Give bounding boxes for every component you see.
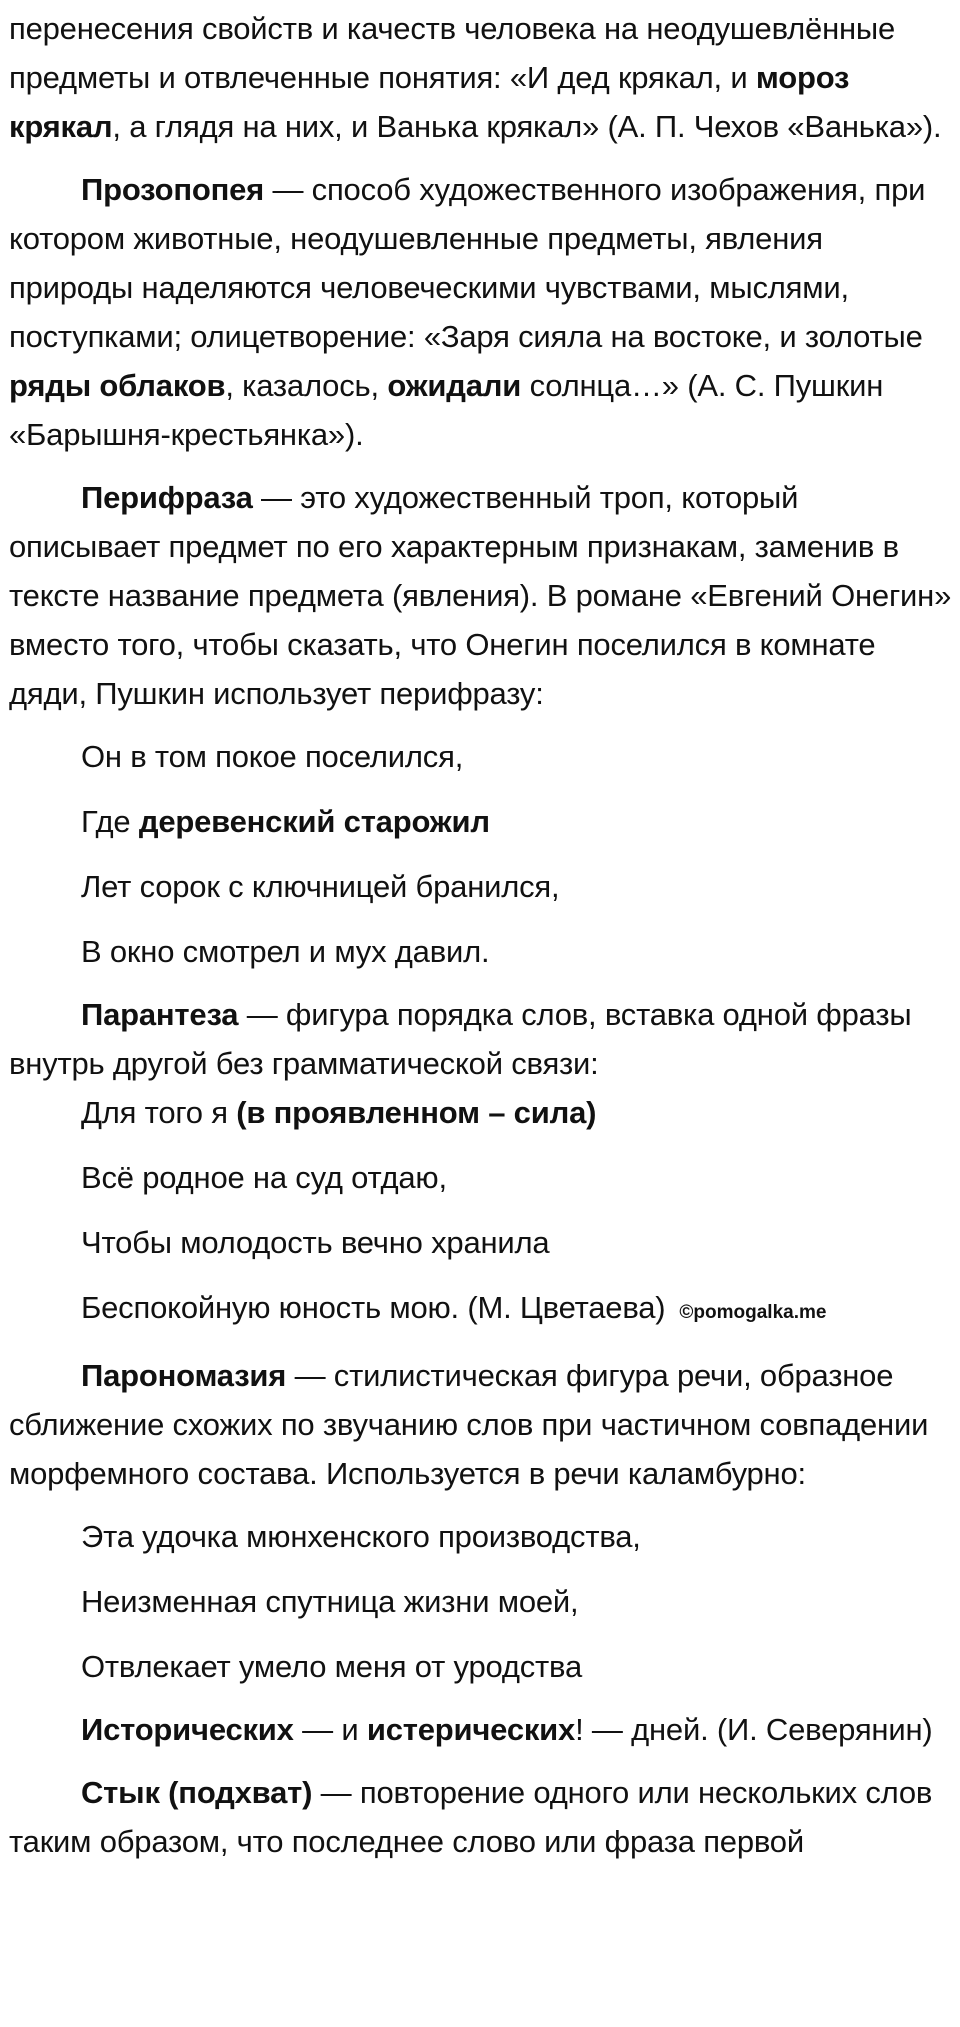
paronomasia-last-text-2: ! — дней. (И. Северянин) [575, 1712, 933, 1747]
parenthesis-paragraph [9, 990, 954, 1088]
parenthesis-verse-1-pre: Для того я [81, 1095, 237, 1130]
paronomasia-last-text-1: — и [293, 1712, 367, 1747]
periphrasis-verse-2-pre: Где [81, 804, 139, 839]
paronomasia-term: Парономазия [81, 1358, 287, 1393]
periphrasis-verse-2 [9, 797, 954, 846]
periphrasis-verse-4: В окно смотрел и мух давил. [81, 934, 490, 969]
paronomasia-last-line [9, 1705, 954, 1754]
parenthesis-verse-3: Чтобы молодость вечно хранила [81, 1225, 550, 1260]
prosopopeia-bold-1: ряды облаков [9, 368, 226, 403]
periphrasis-verse-3: Лет сорок с ключницей бранился, [81, 869, 560, 904]
prosopopeia-text-2: , казалось, [225, 368, 388, 403]
anadiplosis-paragraph [9, 1768, 954, 1866]
intro-text-2: , а глядя на них, и Ванька крякал» (А. П. Чехов «Ванька»). [112, 109, 942, 144]
parenthesis-verse-4-text: Беспокойную юность мою. (М. Цветаева) [81, 1290, 666, 1325]
prosopopeia-term: Прозопопея [81, 172, 265, 207]
prosopopeia-text-3: солнца…» (А. С. Пушкин «Барышня-крестьянка»). [9, 368, 884, 452]
periphrasis-paragraph [9, 473, 954, 718]
periphrasis-verse-1: Он в том покое поселился, [81, 739, 464, 774]
intro-text-1: перенесения свойств и качеств человека на неодушевлённые предметы и отвлеченные понятия: «И дед крякал, и [9, 11, 896, 95]
document-page [9, 0, 954, 1866]
paronomasia-verse-3: Отвлекает умело меня от уродства [81, 1649, 583, 1684]
prosopopeia-bold-2: ожидали [387, 368, 522, 403]
anadiplosis-term: Стык (подхват) [81, 1775, 313, 1810]
prosopopeia-paragraph [9, 165, 954, 459]
prosopopeia-text-1: — способ художественного изображения, при котором животные, неодушевленные предметы, явления природы наделяются человеческими чувствами, мыслями, поступками; олицетворение: «Заря сияла на востоке, и золотые [9, 172, 926, 354]
parenthesis-verse-1 [9, 1088, 954, 1137]
intro-bold-1: мороз крякал [9, 60, 850, 144]
paronomasia-verse-2: Неизменная спутница жизни моей, [81, 1584, 579, 1619]
parenthesis-text-1: — фигура порядка слов, вставка одной фразы внутрь другой без грамматической связи: [9, 997, 912, 1081]
site-watermark: ©pomogalka.me [679, 1302, 827, 1323]
paronomasia-paragraph [9, 1351, 954, 1498]
paronomasia-last-bold-1: Исторических [81, 1712, 294, 1747]
paronomasia-text-1: — стилистическая фигура речи, образное сближение схожих по звучанию слов при частичном совпадении морфемного состава. Используется в речи каламбурно: [9, 1358, 929, 1491]
parenthesis-verse-1-bold: (в проявленном – сила) [236, 1095, 597, 1130]
parenthesis-verse-4 [9, 1283, 954, 1337]
anadiplosis-text-1: — повторение одного или нескольких слов таким образом, что последнее слово или фраза первой [9, 1775, 933, 1859]
parenthesis-term: Парантеза [81, 997, 239, 1032]
parenthesis-verse-2: Всё родное на суд отдаю, [81, 1160, 447, 1195]
paronomasia-verse-1: Эта удочка мюнхенского производства, [81, 1519, 641, 1554]
periphrasis-term: Перифраза [81, 480, 253, 515]
periphrasis-verse-2-bold: деревенский старожил [138, 804, 490, 839]
paronomasia-last-bold-2: истерических [366, 1712, 576, 1747]
periphrasis-text-1: — это художественный троп, который описывает предмет по его характерным признакам, заменив в тексте название предмета (явления). В романе «Евгений Онегин» вместо того, чтобы сказать, что Онегин поселился в комнате дяди, Пушкин использует перифразу: [9, 480, 952, 711]
intro-paragraph [9, 4, 954, 151]
